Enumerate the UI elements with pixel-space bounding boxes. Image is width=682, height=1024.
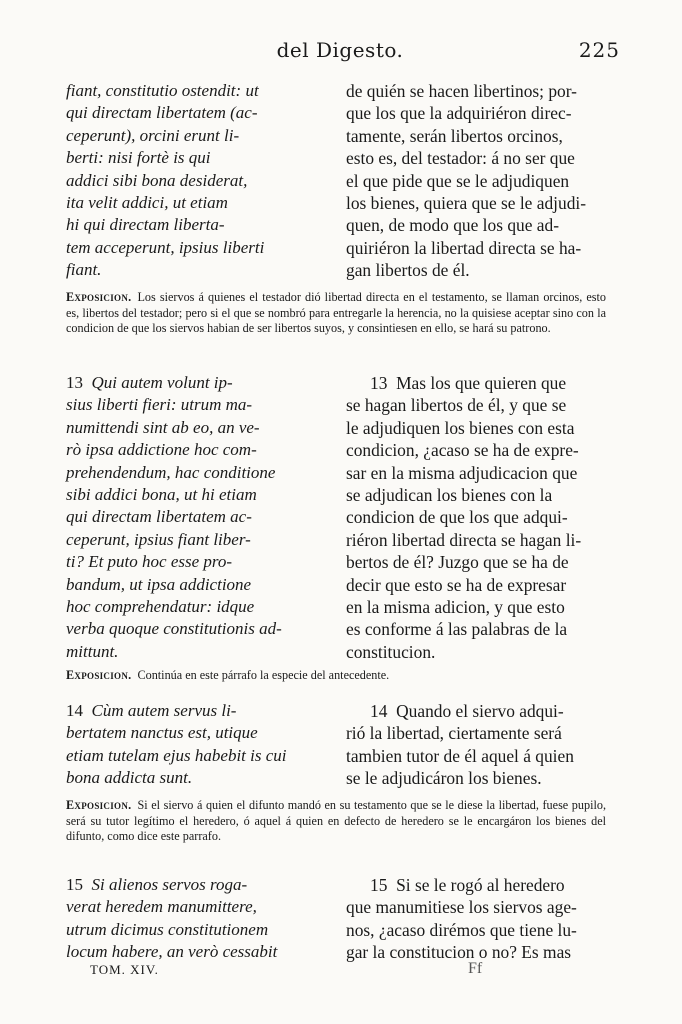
exposicion-text: Continúa en este párrafo la especie del antecedente. (137, 668, 390, 682)
latin-line: addici sibi bona desiderat, (66, 170, 248, 190)
paragraph-number: 15 (370, 875, 388, 895)
running-head (60, 38, 620, 68)
spanish-line: esto es, del testador: á no ser que (346, 148, 575, 169)
running-title: del Digesto. (276, 38, 404, 62)
spanish-line: 15 Si se le rogó al heredero (370, 875, 565, 895)
latin-line: sibi addici bona, ut hi etiam (66, 485, 257, 505)
spanish-line: gan libertos de él. (346, 260, 470, 281)
latin-column (66, 874, 328, 964)
latin-line: verat heredem manumittere, (66, 897, 257, 917)
spanish-line: se le adjudicáron los bienes. (346, 768, 542, 789)
latin-line: bona addicta sunt. (66, 768, 193, 788)
latin-line: numittendi sint ab eo, an ve- (66, 417, 260, 437)
spanish-column (346, 80, 608, 282)
latin-column (66, 700, 328, 790)
spanish-line: bertos de él? Juzgo que se ha de (346, 552, 569, 573)
spanish-line: 14 Quando el siervo adqui- (370, 701, 564, 721)
latin-line: fiant, constitutio ostendit: ut (66, 81, 259, 100)
exposicion-label: Exposicion. (66, 290, 132, 304)
latin-line: tem acceperunt, ipsius liberti (66, 237, 265, 257)
spanish-line: se hagan libertos de él, y que se (346, 395, 567, 416)
spanish-line: en la misma adicion, y que esto (346, 597, 565, 618)
latin-line: locum habere, an verò cessabit (66, 942, 278, 962)
page-number: 225 (578, 38, 620, 62)
spanish-line: constitucion. (346, 641, 436, 662)
paragraph-number: 13 (370, 373, 388, 393)
spanish-line: condicion de que los que adqui- (346, 507, 568, 528)
spanish-line: quiriéron la libertad directa se ha- (346, 237, 582, 258)
spanish-line: que los que la adquiriéron direc- (346, 103, 572, 124)
latin-line: qui directam libertatem ac- (66, 507, 252, 527)
latin-column (66, 80, 328, 282)
latin-line: ti? Et puto hoc esse pro- (66, 552, 233, 572)
spanish-line: tambien tutor de él aquel á quien (346, 745, 574, 766)
spanish-line: de quién se hacen libertinos; por- (346, 81, 577, 101)
spanish-line: el que pide que se le adjudiquen (346, 170, 570, 191)
spanish-line: 13 Mas los que quieren que (370, 373, 567, 393)
latin-line: 15 Si alienos servos roga- (66, 875, 248, 894)
spanish-line: que manumitiese los siervos age- (346, 897, 577, 918)
page-footer (90, 962, 590, 986)
latin-line: berti: nisi fortè is qui (66, 148, 211, 168)
spanish-line: gar la constitucion o no? Es mas (346, 942, 572, 963)
latin-line: qui directam libertatem (ac- (66, 103, 258, 123)
spanish-line: tamente, serán libertos orcinos, (346, 125, 563, 146)
latin-line: bertatem nanctus est, utique (66, 723, 258, 743)
spanish-column (346, 874, 608, 964)
spanish-column (346, 372, 608, 663)
latin-line: verba quoque constitutionis ad- (66, 619, 282, 639)
paragraph-number: 14 (66, 701, 83, 720)
latin-line: mittunt. (66, 641, 119, 661)
paragraph-number: 15 (66, 875, 83, 894)
exposicion-note (66, 290, 606, 337)
latin-line: 13 Qui autem volunt ip- (66, 373, 233, 392)
latin-line: fiant. (66, 260, 102, 280)
latin-line: ita velit addici, ut etiam (66, 193, 228, 213)
spanish-line: es conforme á las palabras de la (346, 619, 568, 640)
latin-line: hoc comprehendatur: idque (66, 597, 255, 617)
latin-line: sius liberti fieri: utrum ma- (66, 395, 253, 415)
spanish-line: se adjudican los bienes con la (346, 485, 553, 506)
paragraph-number: 13 (66, 373, 83, 392)
spanish-line: los bienes, quiera que se le adjudi- (346, 193, 587, 214)
spanish-line: sar en la misma adjudicacion que (346, 462, 578, 483)
spanish-line: rió la libertad, ciertamente será (346, 723, 562, 744)
latin-line: bandum, ut ipsa addictione (66, 574, 252, 594)
spanish-line: condicion, ¿acaso se ha de expre- (346, 440, 579, 461)
volume-label: TOM. XIV. (90, 962, 159, 977)
latin-line: 14 Cùm autem servus li- (66, 701, 237, 720)
signature-mark: Ff (468, 960, 483, 977)
spanish-line: riéron libertad directa se hagan li- (346, 529, 582, 550)
latin-line: etiam tutelam ejus habebit is cui (66, 745, 287, 765)
spanish-line: quen, de modo que los que ad- (346, 215, 559, 236)
spanish-line: le adjudiquen los bienes con esta (346, 417, 575, 438)
exposicion-text: Los siervos á quienes el testador dió libertad directa en el testamento, se llaman orcinos, esto es, libertos del testador; pero si el que se nombró para entregarle la herencia, no la quisiese aceptar sino con la condicion de que los siervos habian de ser libertos suyos, y consintiesen en ello, se hará su patrono. (66, 290, 606, 336)
spanish-line: decir que esto se ha de expresar (346, 574, 567, 595)
latin-line: ceperunt, ipsius fiant liber- (66, 529, 251, 549)
latin-line: hi qui directam liberta- (66, 215, 225, 235)
latin-column (66, 372, 328, 663)
paragraph-number: 14 (370, 701, 388, 721)
exposicion-label: Exposicion. (66, 668, 132, 682)
exposicion-label: Exposicion. (66, 798, 132, 812)
latin-line: rò ipsa addictione hoc com- (66, 440, 257, 460)
exposicion-text: Si el siervo á quien el difunto mandó en su testamento que se le diese la libertad, fuese pupilo, será su tutor legítimo el heredero, ó aquel á quien en defecto de heredero se le encargáron los bienes del difunto, como dice este parrafo. (66, 798, 606, 844)
latin-line: utrum dicimus constitutionem (66, 919, 269, 939)
exposicion-note (66, 798, 606, 845)
latin-line: ceperunt), orcini erunt li- (66, 125, 240, 145)
spanish-line: nos, ¿acaso dirémos que tiene lu- (346, 919, 577, 940)
exposicion-note (66, 668, 606, 684)
latin-line: prehendendum, hac conditione (66, 462, 276, 482)
spanish-column (346, 700, 608, 790)
